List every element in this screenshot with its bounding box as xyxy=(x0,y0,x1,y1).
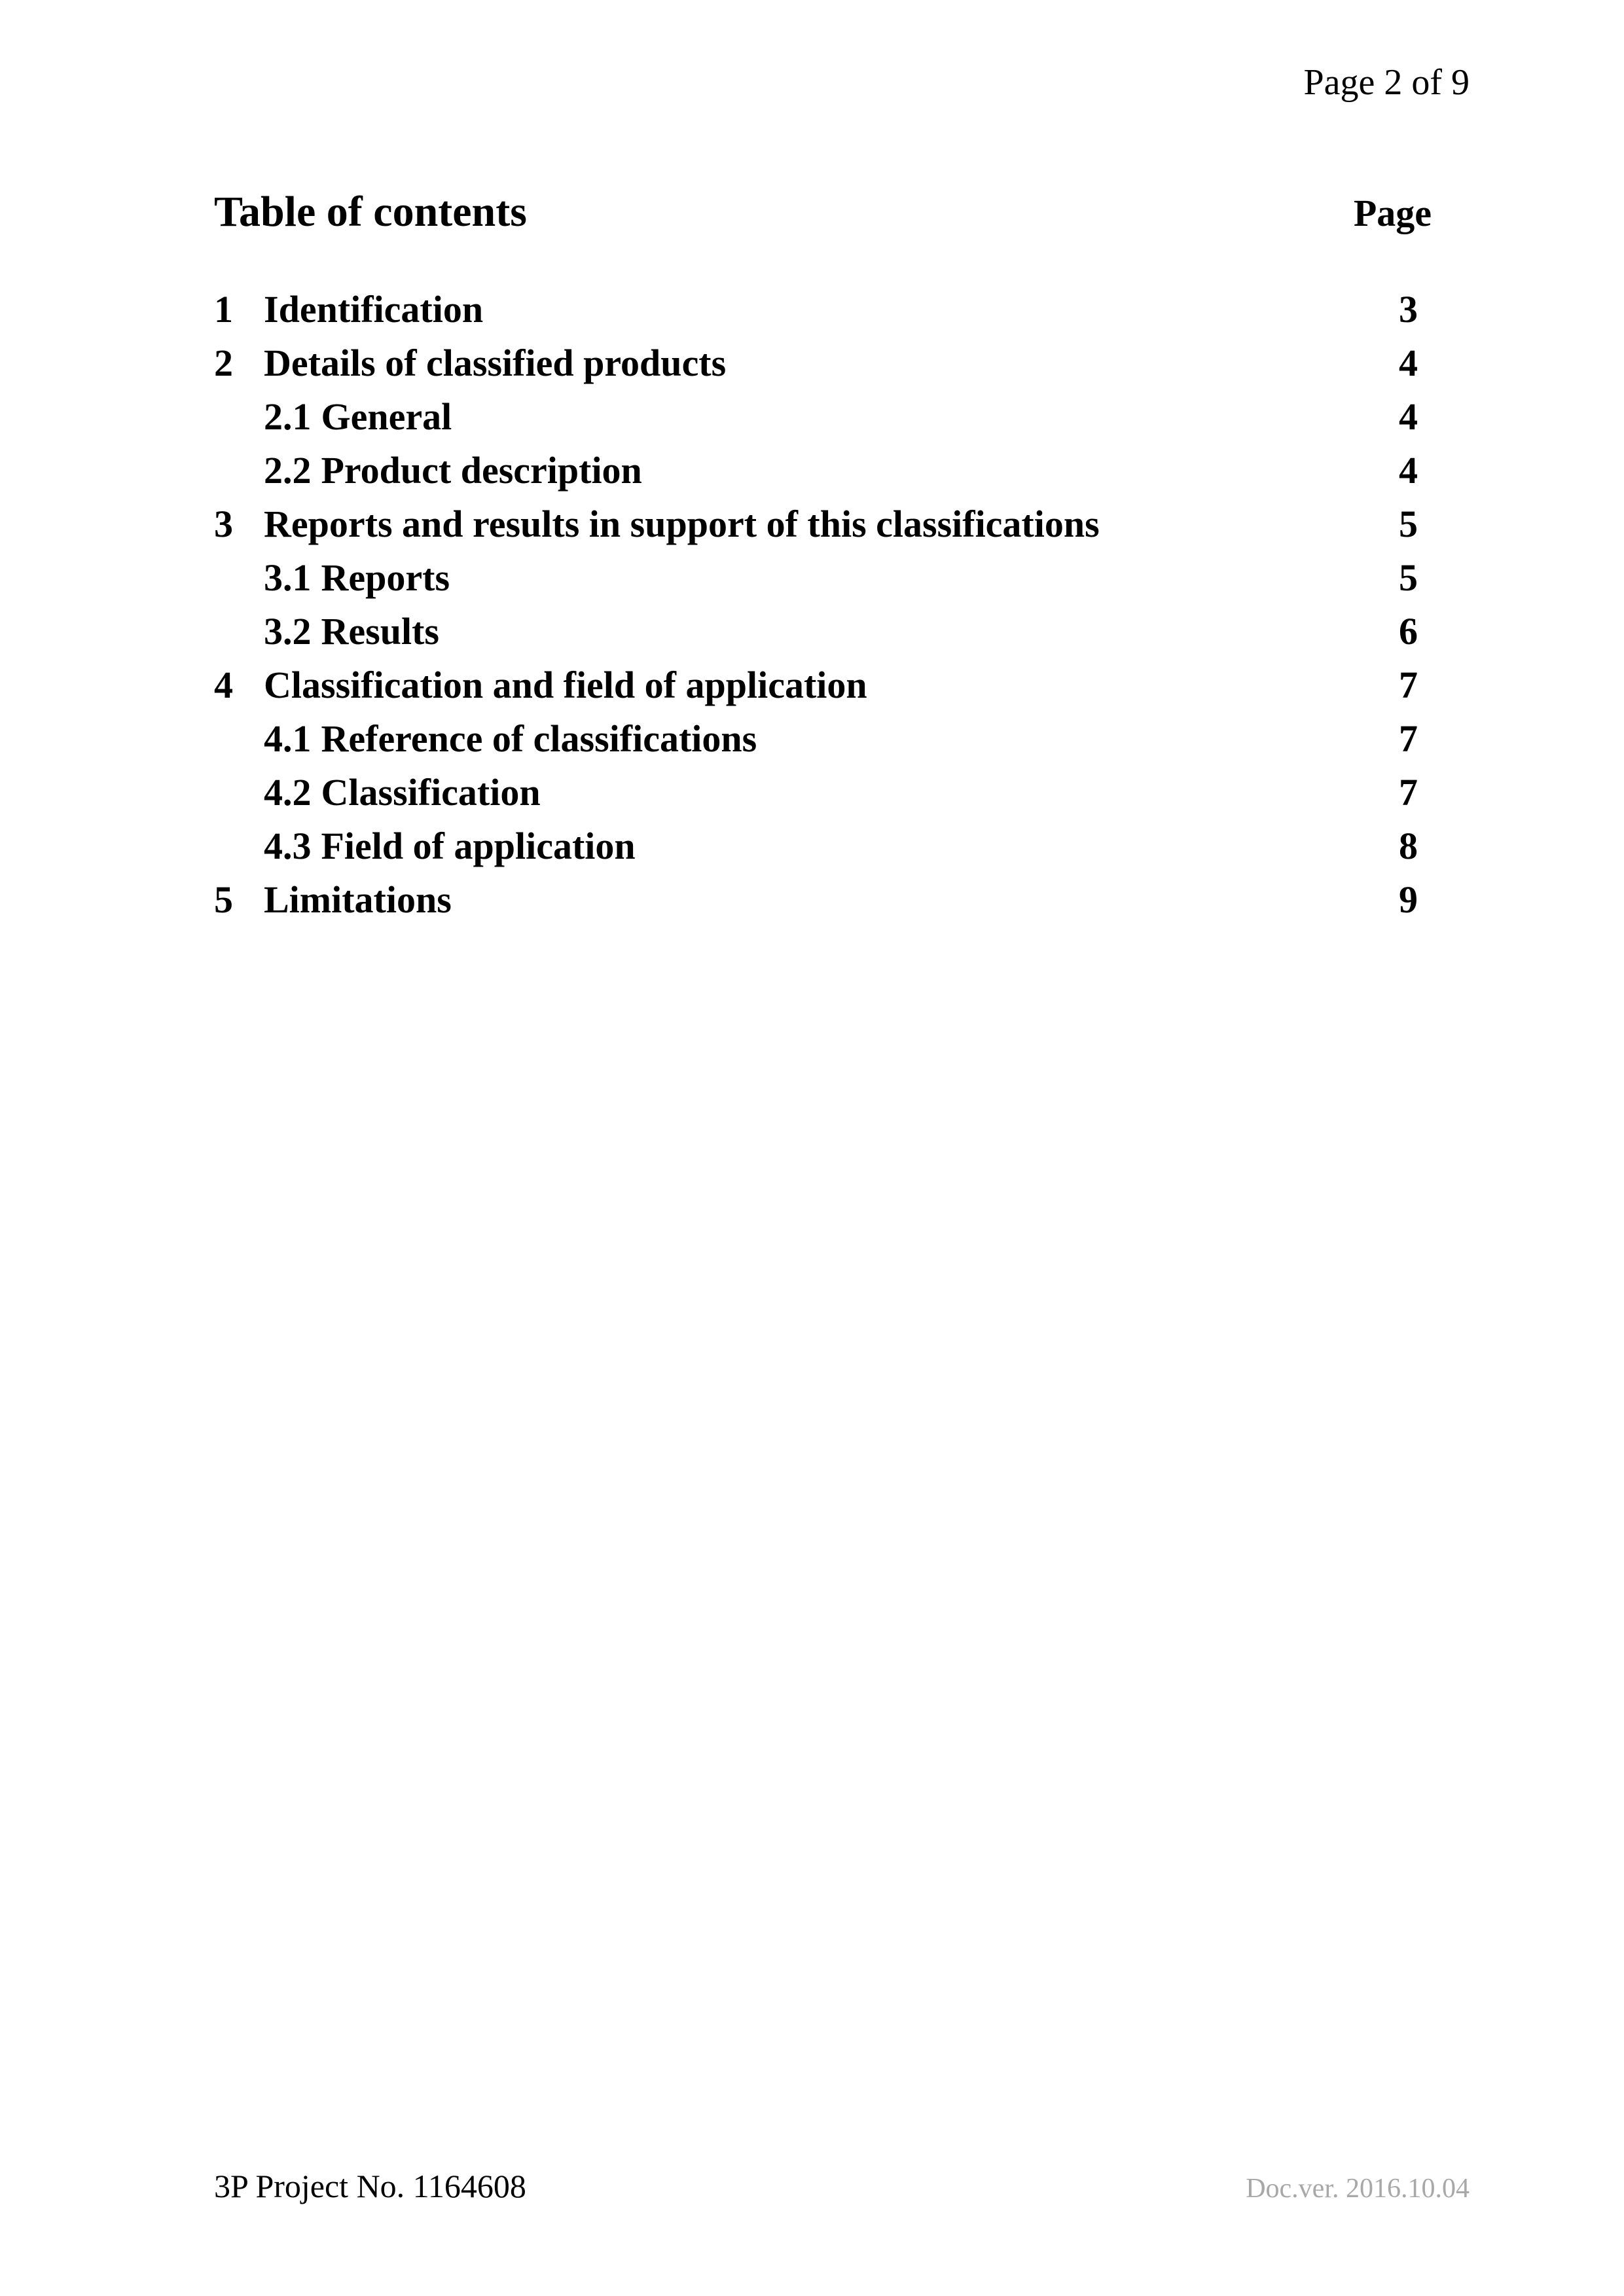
toc-entry-page: 7 xyxy=(1399,717,1418,760)
footer-project-number: 3P Project No. 1164608 xyxy=(214,2168,526,2204)
toc-entry-label: Classification xyxy=(321,771,541,814)
toc-entry-label: Limitations xyxy=(264,878,452,921)
toc-entry-number: 5 xyxy=(214,878,233,921)
toc-header-row xyxy=(214,188,1432,236)
footer-doc-version: Doc.ver. 2016.10.04 xyxy=(1246,2174,1470,2204)
toc-entry-row xyxy=(214,283,1432,336)
toc-entry-label: Reports xyxy=(321,556,450,599)
toc-entry-number: 3 xyxy=(214,503,233,545)
toc-entry-page: 4 xyxy=(1399,342,1418,384)
toc-entry-page: 5 xyxy=(1399,503,1418,545)
toc-entry-label: Reports and results in support of this classifications xyxy=(264,503,1100,545)
toc-entry-number: 4.1 xyxy=(264,717,312,760)
toc-entry-label: General xyxy=(321,395,452,438)
toc-entry-row xyxy=(214,605,1432,658)
toc-entry-page: 7 xyxy=(1399,771,1418,814)
toc-entry-row xyxy=(214,444,1432,497)
toc-entry-row xyxy=(214,390,1432,444)
page-column-header: Page xyxy=(1353,192,1432,234)
toc-entry-row xyxy=(214,658,1432,712)
toc-entry-page: 5 xyxy=(1399,556,1418,599)
toc-entry-number: 3.2 xyxy=(264,610,312,653)
toc-entry-row xyxy=(214,336,1432,390)
page-footer xyxy=(214,2168,1470,2206)
toc-entry-label: Classification and field of application xyxy=(264,664,867,706)
toc-entry-label: Product description xyxy=(321,449,642,492)
toc-entry-number: 2 xyxy=(214,342,233,384)
toc-entry-page: 4 xyxy=(1399,449,1418,492)
toc-entry-page: 7 xyxy=(1399,664,1418,706)
page-number-indicator: Page 2 of 9 xyxy=(1303,62,1470,103)
toc-list xyxy=(214,283,1432,927)
toc-entry-label: Results xyxy=(321,610,439,653)
toc-entry-number: 4.3 xyxy=(264,825,312,867)
toc-entry-row xyxy=(214,819,1432,873)
toc-entry-page: 3 xyxy=(1399,288,1418,331)
toc-entry-number: 3.1 xyxy=(264,556,312,599)
toc-entry-number: 2.2 xyxy=(264,449,312,492)
toc-entry-number: 4 xyxy=(214,664,233,706)
toc-entry-number: 1 xyxy=(214,288,233,331)
toc-entry-label: Identification xyxy=(264,288,484,331)
toc-entry-number: 2.1 xyxy=(264,395,312,438)
toc-entry-row xyxy=(214,712,1432,766)
toc-entry-page: 9 xyxy=(1399,878,1418,921)
toc-entry-label: Reference of classifications xyxy=(321,717,757,760)
toc-entry-label: Details of classified products xyxy=(264,342,727,384)
toc-entry-page: 4 xyxy=(1399,395,1418,438)
toc-entry-number: 4.2 xyxy=(264,771,312,814)
toc-title: Table of contents xyxy=(214,188,527,236)
toc-entry-row xyxy=(214,551,1432,605)
toc-entry-row xyxy=(214,873,1432,927)
toc-entry-label: Field of application xyxy=(321,825,636,867)
toc-entry-page: 6 xyxy=(1399,610,1418,653)
toc-entry-row xyxy=(214,497,1432,551)
toc-entry-row xyxy=(214,766,1432,819)
toc-entry-page: 8 xyxy=(1399,825,1418,867)
